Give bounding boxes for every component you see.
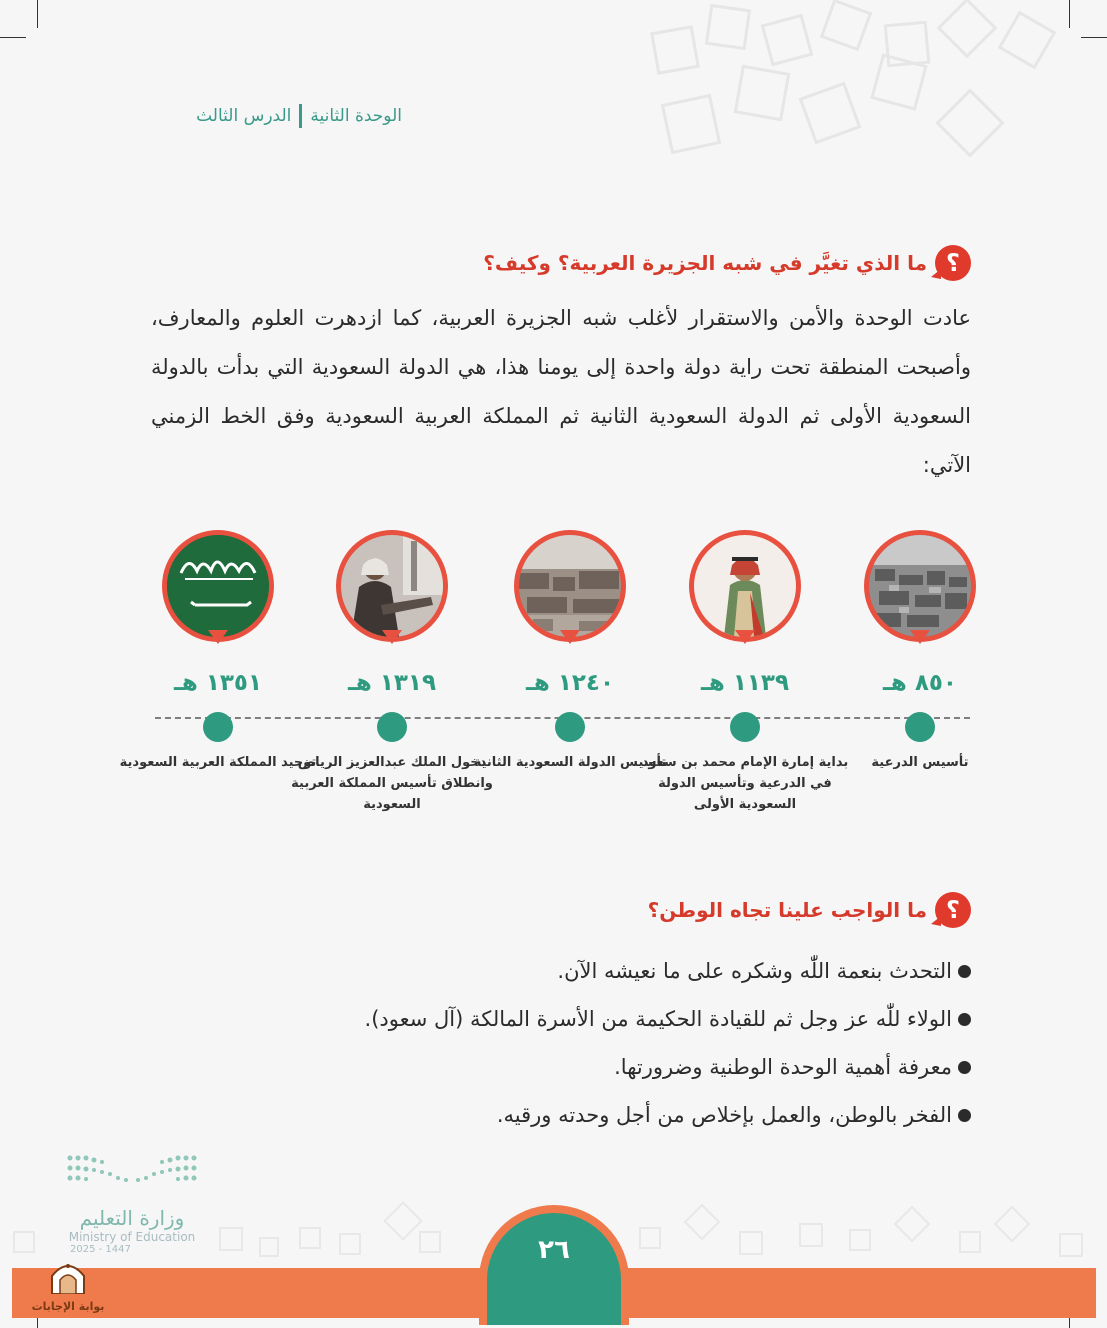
timeline-caption: بداية إمارة الإمام محمد بن سعود في الدرعية وتأسيس الدولة السعودية الأولى (641, 755, 849, 812)
king-abdulaziz-photo (341, 535, 443, 637)
bullet-icon (958, 965, 971, 978)
timeline-dot (730, 712, 760, 742)
list-item (365, 1091, 971, 1139)
saudi-flag-graphic (167, 535, 269, 637)
breadcrumb-separator (299, 104, 302, 128)
section2-question: ما الواجب علينا تجاه الوطن؟ (647, 898, 927, 922)
ministry-name-en: Ministry of Education (68, 1230, 196, 1244)
timeline-pin (864, 530, 976, 642)
list-item (365, 1043, 971, 1091)
timeline-dot (905, 712, 935, 742)
ministry-logo-dots (62, 1152, 202, 1192)
portal-logo[interactable] (28, 1258, 108, 1313)
section1-heading (483, 245, 971, 281)
list-item-text: التحدث بنعمة اللّٰه وشكره على ما نعيشه الآن. (557, 959, 952, 983)
page-number-inner (487, 1213, 621, 1325)
lesson-label: الدرس الثالث (196, 106, 292, 126)
imam-portrait (694, 535, 796, 637)
timeline-pin (689, 530, 801, 642)
crop-mark (0, 37, 26, 38)
timeline-year: ٨٥٠ هـ (883, 670, 957, 696)
list-item (365, 947, 971, 995)
timeline-caption: تأسيس الدولة السعودية الثانية (473, 755, 667, 770)
breadcrumb (196, 104, 402, 128)
section2-heading (648, 892, 971, 928)
question-icon: ؟ (935, 892, 971, 928)
diriyah-aerial-photo (869, 535, 971, 637)
bullet-icon (958, 1061, 971, 1074)
section1-paragraph: عادت الوحدة والأمن والاستقرار لأغلب شبه الجزيرة العربية، كما ازدهرت العلوم والمعارف، وأصبحت المنطقة تحت راية دولة واحدة إلى يومنا هذا، هي الدولة السعودية التي بدأت بالدولة السعودية الأولى ثم الدولة السعودية الثانية ثم المملكة العربية السعودية وفق الخط الزمني الآتي: (151, 306, 971, 477)
bullet-icon (958, 1013, 971, 1026)
section1-question: ما الذي تغيَّر في شبه الجزيرة العربية؟ وكيف؟ (483, 251, 927, 275)
portal-label: بوابة الإجابات (31, 1300, 105, 1313)
ministry-year: 2025 - 1447 (70, 1244, 131, 1255)
list-item-text: معرفة أهمية الوحدة الوطنية وضرورتها. (614, 1055, 952, 1079)
duties-list (365, 947, 971, 1139)
timeline-caption: تأسيس الدرعية (871, 755, 969, 770)
timeline-caption: توحيد المملكة العربية السعودية (119, 755, 317, 770)
ministry-name-ar: وزارة التعليم (79, 1206, 185, 1230)
decorative-pattern (647, 0, 1087, 180)
timeline-dot (203, 712, 233, 742)
saudi-flag (167, 535, 269, 637)
unit-label: الوحدة الثانية (310, 106, 402, 126)
crop-mark (37, 0, 38, 28)
timeline-pin (162, 530, 274, 642)
timeline-caption: دخول الملك عبدالعزيز الرياض وانطلاق تأسيس المملكة العربية السعودية (291, 755, 493, 812)
riyadh-old-town-photo (519, 535, 621, 637)
timeline-pin (514, 530, 626, 642)
timeline-pin (336, 530, 448, 642)
timeline-year: ١٣٥١ هـ (174, 670, 262, 696)
question-icon: ؟ (935, 245, 971, 281)
ministry-logo (62, 1152, 202, 1255)
timeline-dot (555, 712, 585, 742)
mosque-icon (48, 1258, 88, 1294)
page-number: ٢٦ (538, 1235, 570, 1265)
timeline-year: ١٢٤٠ هـ (526, 670, 614, 696)
timeline-dot (377, 712, 407, 742)
list-item-text: الفخر بالوطن، والعمل بإخلاص من أجل وحدته ورقيه. (496, 1103, 952, 1127)
list-item (365, 995, 971, 1043)
bullet-icon (958, 1109, 971, 1122)
list-item-text: الولاء للّٰه عز وجل ثم للقيادة الحكيمة من الأسرة المالكة (آل سعود). (364, 1007, 952, 1031)
timeline-year: ١٣١٩ هـ (348, 670, 436, 696)
timeline-year: ١١٣٩ هـ (701, 670, 789, 696)
